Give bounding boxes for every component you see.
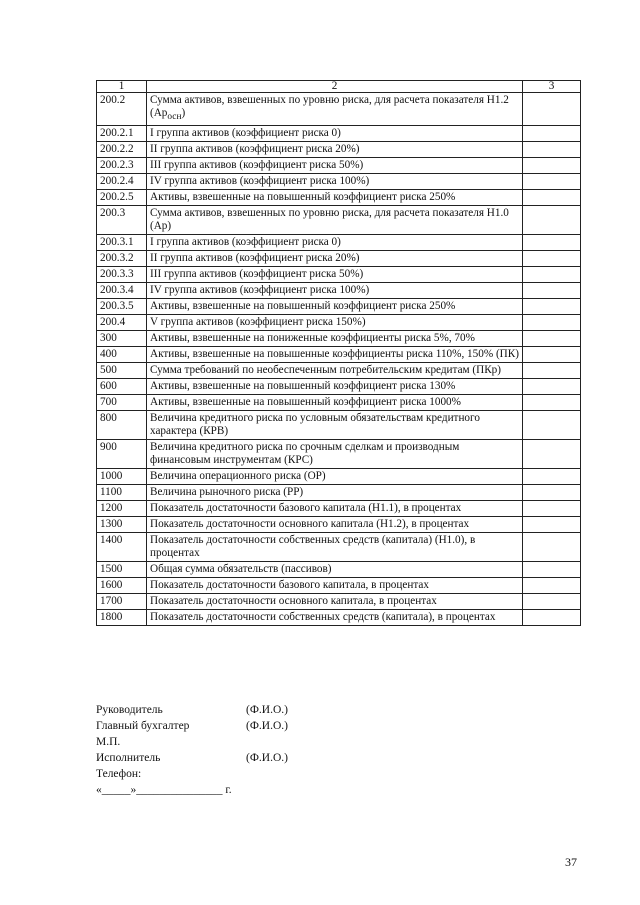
signature-value: (Ф.И.О.)	[246, 704, 288, 716]
table-row	[97, 235, 581, 251]
table-row	[97, 315, 581, 331]
column-header-3: 3	[523, 81, 581, 93]
row-name	[147, 363, 523, 379]
row-value	[523, 411, 581, 440]
row-code: 200.3.1	[97, 235, 147, 251]
row-name-text: Активы, взвешенные на пониженные коэффициенты риска 5%, 70%	[150, 332, 475, 345]
row-name	[147, 562, 523, 578]
table-row	[97, 395, 581, 411]
table-row	[97, 158, 581, 174]
row-name-text: V группа активов (коэффициент риска 150%)	[150, 316, 366, 329]
signature-value: (Ф.И.О.)	[246, 752, 288, 764]
row-value	[523, 174, 581, 190]
row-name	[147, 126, 523, 142]
row-value	[523, 206, 581, 235]
row-value	[523, 93, 581, 126]
row-value	[523, 517, 581, 533]
signature-label: Главный бухгалтер	[96, 720, 190, 732]
row-name-text: Активы, взвешенные на повышенный коэффициент риска 250%	[150, 300, 456, 313]
row-name-text: Величина операционного риска (ОР)	[150, 470, 326, 483]
row-name	[147, 251, 523, 267]
row-name-text: Величина кредитного риска по срочным сделкам и производным финансовым инструментам (КРС)	[150, 441, 460, 467]
row-value	[523, 331, 581, 347]
row-name	[147, 315, 523, 331]
row-code: 200.2.5	[97, 190, 147, 206]
phone-label: Телефон:	[96, 768, 142, 780]
row-name-text: Показатель достаточности основного капитала, в процентах	[150, 595, 437, 608]
row-name	[147, 174, 523, 190]
table-row	[97, 190, 581, 206]
row-code: 1100	[97, 485, 147, 501]
row-name	[147, 485, 523, 501]
table-row	[97, 578, 581, 594]
row-name	[147, 142, 523, 158]
row-name-text: Показатель достаточности собственных средств (капитала) (Н1.0), в процентах	[150, 534, 476, 560]
table-row	[97, 93, 581, 126]
table-row	[97, 283, 581, 299]
page-number: 37	[565, 855, 577, 869]
row-code: 200.3.3	[97, 267, 147, 283]
report-table	[96, 80, 581, 626]
row-code: 1400	[97, 533, 147, 562]
table-row	[97, 299, 581, 315]
row-code: 700	[97, 395, 147, 411]
row-name-text: Показатель достаточности основного капитала (Н1.2), в процентах	[150, 518, 470, 531]
row-code: 400	[97, 347, 147, 363]
table-row	[97, 501, 581, 517]
row-value	[523, 190, 581, 206]
row-name	[147, 267, 523, 283]
row-value	[523, 594, 581, 610]
row-name-text: III группа активов (коэффициент риска 50%)	[150, 268, 364, 281]
signature-label: Руководитель	[96, 704, 163, 716]
row-name-text: Общая сумма обязательств (пассивов)	[150, 563, 332, 576]
row-name-text: Величина кредитного риска по условным обязательствам кредитного характера (КРВ)	[150, 412, 480, 438]
row-value	[523, 235, 581, 251]
row-value	[523, 251, 581, 267]
row-code: 1700	[97, 594, 147, 610]
table-row	[97, 469, 581, 485]
row-name-text: Активы, взвешенные на повышенные коэффициенты риска 110%, 150% (ПК)	[150, 348, 519, 361]
row-name-text: II группа активов (коэффициент риска 20%)	[150, 143, 360, 156]
row-code: 1800	[97, 610, 147, 626]
table-row	[97, 174, 581, 190]
row-value	[523, 315, 581, 331]
date-line: «_____»_______________ г.	[96, 784, 232, 796]
row-code: 200.3.5	[97, 299, 147, 315]
row-code: 200.2.1	[97, 126, 147, 142]
row-name-text: Показатель достаточности собственных средств (капитала), в процентах	[150, 611, 496, 624]
table-row	[97, 142, 581, 158]
table-row	[97, 363, 581, 379]
row-name	[147, 440, 523, 469]
row-name	[147, 594, 523, 610]
row-value	[523, 267, 581, 283]
row-code: 1200	[97, 501, 147, 517]
row-value	[523, 299, 581, 315]
signature-block	[96, 702, 288, 798]
row-value	[523, 469, 581, 485]
row-name	[147, 93, 523, 126]
row-value	[523, 395, 581, 411]
row-code: 200.2.2	[97, 142, 147, 158]
row-name-text: Величина рыночного риска (РР)	[150, 486, 304, 499]
row-code: 200.3	[97, 206, 147, 235]
row-value	[523, 283, 581, 299]
row-code: 1600	[97, 578, 147, 594]
row-value	[523, 363, 581, 379]
row-name	[147, 517, 523, 533]
table-row	[97, 440, 581, 469]
row-name	[147, 578, 523, 594]
row-value	[523, 562, 581, 578]
row-name	[147, 501, 523, 517]
row-code: 200.3.2	[97, 251, 147, 267]
row-code: 800	[97, 411, 147, 440]
row-name	[147, 235, 523, 251]
row-name-text: Показатель достаточности базового капитала, в процентах	[150, 579, 429, 592]
table-row	[97, 251, 581, 267]
row-value	[523, 440, 581, 469]
row-code: 500	[97, 363, 147, 379]
signature-label: Исполнитель	[96, 752, 161, 764]
table-body	[97, 93, 581, 626]
row-value	[523, 126, 581, 142]
row-name	[147, 331, 523, 347]
row-name	[147, 158, 523, 174]
table-row	[97, 594, 581, 610]
signature-row-phone	[96, 766, 288, 782]
row-name-text: IV группа активов (коэффициент риска 100%)	[150, 284, 370, 297]
row-name	[147, 283, 523, 299]
row-code: 200.2	[97, 93, 147, 126]
table-row	[97, 379, 581, 395]
row-code: 900	[97, 440, 147, 469]
table-row	[97, 411, 581, 440]
row-name-suffix: )	[181, 107, 186, 119]
row-value	[523, 533, 581, 562]
signature-row-head	[96, 702, 288, 718]
row-value	[523, 485, 581, 501]
row-name	[147, 395, 523, 411]
table-row	[97, 610, 581, 626]
row-name-text: Активы, взвешенные на повышенный коэффициент риска 250%	[150, 191, 456, 204]
signature-row-stamp	[96, 734, 288, 750]
row-name-subscript: осн	[167, 112, 182, 123]
row-code: 200.2.3	[97, 158, 147, 174]
row-name-text: I группа активов (коэффициент риска 0)	[150, 127, 341, 140]
row-code: 200.3.4	[97, 283, 147, 299]
row-value	[523, 501, 581, 517]
row-name	[147, 299, 523, 315]
table-row	[97, 126, 581, 142]
row-value	[523, 379, 581, 395]
signature-row-accountant	[96, 718, 288, 734]
row-name-text: Активы, взвешенные на повышенный коэффициент риска 130%	[150, 380, 456, 393]
row-name	[147, 206, 523, 235]
column-header-1: 1	[97, 81, 147, 93]
row-value	[523, 142, 581, 158]
row-name-text: Показатель достаточности базового капитала (Н1.1), в процентах	[150, 502, 462, 515]
row-code: 200.2.4	[97, 174, 147, 190]
row-name-text: II группа активов (коэффициент риска 20%)	[150, 252, 360, 265]
row-value	[523, 347, 581, 363]
table-row	[97, 562, 581, 578]
row-code: 1500	[97, 562, 147, 578]
row-code: 300	[97, 331, 147, 347]
row-value	[523, 158, 581, 174]
row-name-text: Сумма активов, взвешенных по уровню риска, для расчета показателя Н1.0 (Ар)	[150, 207, 509, 233]
row-name-text: Сумма требований по необеспеченным потребительским кредитам (ПКр)	[150, 364, 501, 377]
row-value	[523, 610, 581, 626]
row-code: 200.4	[97, 315, 147, 331]
row-code: 600	[97, 379, 147, 395]
table-row	[97, 267, 581, 283]
column-header-2: 2	[147, 81, 523, 93]
signature-row-executor	[96, 750, 288, 766]
table-row	[97, 206, 581, 235]
row-name	[147, 190, 523, 206]
row-code: 1000	[97, 469, 147, 485]
row-name-text: III группа активов (коэффициент риска 50%)	[150, 159, 364, 172]
row-name	[147, 610, 523, 626]
row-name	[147, 347, 523, 363]
table-row	[97, 517, 581, 533]
table-row	[97, 485, 581, 501]
row-name	[147, 411, 523, 440]
row-name-text: Сумма активов, взвешенных по уровню риска, для расчета показателя Н1.2 (Ар	[150, 94, 509, 119]
row-code: 1300	[97, 517, 147, 533]
row-value	[523, 578, 581, 594]
row-name	[147, 469, 523, 485]
row-name	[147, 379, 523, 395]
row-name-text: IV группа активов (коэффициент риска 100%)	[150, 175, 370, 188]
table-row	[97, 331, 581, 347]
row-name	[147, 533, 523, 562]
signature-value: (Ф.И.О.)	[246, 720, 288, 732]
table-row	[97, 533, 581, 562]
table-row	[97, 347, 581, 363]
table-header-row	[97, 81, 581, 93]
row-name-text: I группа активов (коэффициент риска 0)	[150, 236, 341, 249]
stamp-label: М.П.	[96, 736, 121, 748]
row-name-text: Активы, взвешенные на повышенный коэффициент риска 1000%	[150, 396, 461, 409]
